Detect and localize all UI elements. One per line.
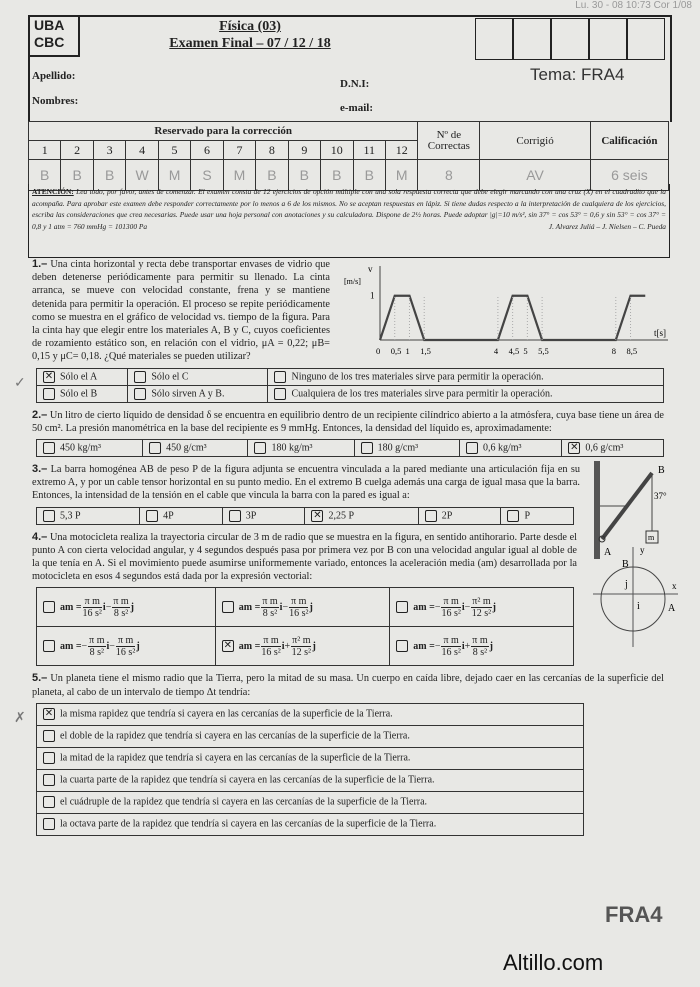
question-text: La barra homogénea AB de peso P de la figura adjunta se encuentra vinculada a la pared mediante una articulación fija en su extremo A, y por un cable tensor horizontal en su punto medio. En el extremo B cuelga además una carga de igual masa que la barra. Entonces, la intensidad de la tensión en el cable que vincula la barra con la pared es igual a:	[32, 464, 581, 502]
option-label: Sólo el A	[60, 370, 98, 382]
correction-title: Reservado para la corrección	[29, 122, 418, 141]
am-vector: am =	[238, 601, 261, 613]
checkbox[interactable]	[43, 818, 55, 830]
denominator: 8 s²	[262, 607, 278, 619]
option-label: 2P	[441, 509, 453, 521]
fraction	[112, 596, 129, 619]
x-tick-label: 0	[376, 346, 381, 356]
answer-option[interactable]	[268, 368, 664, 385]
am-vector: am =	[238, 640, 261, 652]
fraction	[471, 635, 488, 658]
checkbox[interactable]	[361, 442, 373, 454]
question-4-options	[36, 587, 574, 666]
answer-option[interactable]	[354, 440, 459, 457]
checkbox[interactable]	[229, 510, 241, 522]
option-row	[37, 385, 664, 402]
fraction	[471, 596, 491, 619]
x-tick-label: 1,5	[420, 346, 431, 356]
circle-figure	[588, 539, 683, 649]
denominator: 8 s²	[472, 646, 488, 658]
numerator: π m	[113, 595, 129, 607]
denominator: 16 s²	[289, 607, 309, 619]
answer-option[interactable]	[140, 507, 223, 524]
answer-option[interactable]	[222, 507, 305, 524]
correction-mark-cell: B	[93, 160, 125, 191]
correction-mark-cell: M	[223, 160, 255, 191]
checkbox[interactable]	[274, 371, 286, 383]
question-5	[32, 672, 664, 698]
checkbox[interactable]	[507, 510, 519, 522]
option-label: 450 g/cm³	[166, 442, 207, 454]
checkbox[interactable]	[146, 510, 158, 522]
fraction	[116, 635, 135, 658]
option-label: Sólo sirven A y B.	[151, 387, 225, 399]
nombres-field[interactable]: Nombres:	[32, 95, 79, 107]
fraction	[261, 596, 278, 619]
denominator: 16 s²	[82, 607, 102, 619]
option-row	[37, 368, 664, 385]
checkbox[interactable]	[43, 640, 55, 652]
question-1-options-wrap	[14, 368, 668, 403]
answer-option[interactable]	[37, 385, 128, 402]
answer-option[interactable]	[390, 588, 574, 627]
fraction	[83, 596, 102, 619]
tema-label: Tema: FRA4	[530, 65, 625, 84]
subject: Física (03)	[219, 19, 281, 34]
exam-date: Examen Final – 07 / 12 / 18	[169, 36, 331, 51]
x-tick-label: 1	[405, 346, 410, 356]
correction-mark-cell: B	[353, 160, 385, 191]
calificacion-value: 6 seis	[590, 160, 668, 191]
id-box[interactable]	[513, 18, 551, 60]
option-label: Sólo el C	[151, 370, 189, 382]
numerator: π m	[441, 596, 460, 608]
checkbox[interactable]	[149, 442, 161, 454]
option-label: 0,6 kg/m³	[482, 442, 522, 454]
x-tick-label: 4	[493, 346, 499, 356]
question-2-options	[36, 439, 664, 457]
checkbox[interactable]	[134, 371, 146, 383]
answer-option[interactable]	[215, 588, 389, 627]
denominator: 8 s²	[113, 607, 129, 619]
option-label: la octava parte de la rapidez que tendría si cayera en las cercanías de la superficie de la Tierra.	[60, 818, 437, 830]
am-vector: am =	[413, 640, 435, 652]
question-number-cell: 1	[29, 141, 61, 160]
checkbox[interactable]	[43, 774, 55, 786]
option-label: la mitad de la rapidez que tendría si cayera en las cercanías de la superficie de la Tierra.	[60, 752, 411, 764]
numerator: π² m	[472, 595, 491, 607]
option-label: 180 g/cm³	[377, 442, 419, 454]
numerator: π m	[261, 635, 280, 647]
question-4	[32, 531, 577, 584]
x-tick-label: 5,5	[538, 346, 549, 356]
numerator: π m	[472, 634, 488, 646]
am-vector: am =	[60, 640, 82, 652]
option-label: 450 kg/m³	[60, 442, 102, 454]
authors: J. Alvarez Juliá – J. Nielsen – C. Pueda	[548, 221, 666, 231]
y-tick-label: 1	[370, 290, 375, 301]
corrigio-header: Corrigió	[480, 122, 591, 160]
sign: +	[284, 640, 291, 652]
checkbox[interactable]	[43, 730, 55, 742]
denominator: 16 s²	[115, 646, 136, 658]
am-vector: am =	[413, 601, 435, 613]
question-2-options-wrap	[36, 439, 668, 457]
x-label: x	[672, 580, 677, 591]
question-number-cell: 8	[256, 141, 288, 160]
fraction	[441, 635, 460, 658]
correction-mark-cell: W	[126, 160, 158, 191]
question-3-options	[36, 507, 574, 525]
option-label: Ninguno de los tres materiales sirve para permitir la operación.	[291, 370, 544, 382]
unit-vector: j	[489, 640, 493, 652]
option-label: 180 kg/m³	[271, 442, 313, 454]
option-row	[37, 588, 574, 627]
checkbox-checked[interactable]: ✕	[313, 509, 322, 521]
sign: −	[109, 640, 115, 652]
option-label: P	[524, 509, 531, 521]
instructions-label: ATENCIÓN:	[32, 187, 74, 196]
checkbox[interactable]	[222, 601, 234, 613]
answer-option[interactable]	[37, 368, 128, 385]
mass-label: m	[648, 533, 655, 543]
question-4-block	[32, 530, 677, 667]
handwritten-note: Lu. 30 - 08 10:73 Cor 1/08	[575, 0, 692, 11]
option-label: 2,25 P	[328, 509, 355, 521]
denominator: 12 s²	[291, 646, 311, 658]
checkbox[interactable]	[425, 510, 437, 522]
checkbox-checked[interactable]: ✕	[44, 370, 54, 382]
question-number-cell: 3	[93, 141, 125, 160]
option-label: la cuarta parte de la rapidez que tendría si cayera en las cercanías de la superficie de la Tierra.	[60, 774, 435, 786]
unit-j: j	[625, 578, 628, 590]
watermark: Altillo.com	[503, 950, 604, 975]
sign: −	[81, 640, 88, 652]
answer-option[interactable]	[37, 725, 584, 747]
tema-footer: FRA4	[605, 902, 663, 927]
checkbox[interactable]	[396, 601, 408, 613]
correction-mark-cell: B	[29, 160, 61, 191]
unit-vector: j	[312, 640, 316, 652]
checkbox[interactable]	[43, 510, 55, 522]
institution-logo	[28, 15, 80, 57]
answer-option[interactable]	[128, 368, 268, 385]
question-5-options-wrap	[14, 703, 668, 836]
question-text: Una cinta horizontal y recta debe transportar envases de vidrio que deben detenerse periódicamente para permitir su llenado. La cinta arranca, se mueve con velocidad constante, frena y se mantiene detenida para permitir la operación. El proceso se repite periódicamente como se muestra en el gráfico de velocidad vs. tiempo de la figura. Para la cinta hay que elegir entre los materiales A, B y C, cuyos coeficientes de rozamiento estático son, en relación con el vidrio, μA = 0,22; μB= 0,15 y μC= 0,18. ¿Qué materiales se pueden utilizar?	[32, 259, 331, 363]
option-label: Cualquiera de los tres materiales sirve para permitir la operación.	[291, 387, 553, 399]
numerator: π m	[289, 596, 308, 608]
id-box[interactable]	[475, 18, 513, 60]
checkbox[interactable]	[274, 388, 286, 400]
answer-option[interactable]	[143, 440, 248, 457]
question-number: 4.–	[32, 530, 48, 543]
question-1	[32, 258, 330, 364]
numerator: π m	[441, 635, 460, 647]
am-vector: am =	[60, 601, 82, 613]
unit-vector: i	[281, 640, 285, 652]
correction-table	[28, 121, 669, 191]
point-b: B	[622, 558, 629, 570]
checkbox[interactable]	[134, 388, 146, 400]
label-b: B	[658, 465, 665, 477]
answer-option[interactable]	[37, 507, 140, 524]
answer-option[interactable]	[215, 627, 389, 666]
correction-mark-cell: B	[321, 160, 353, 191]
question-text: Un planeta tiene el mismo radio que la Tierra, pero la mitad de su masa. Un cuerpo en caída libre, dejado caer en las cercanías de la superficie del planeta, al cabo de un intervalo de tiempo Δt tendría:	[32, 673, 664, 698]
y-label: y	[640, 544, 645, 555]
angle-label: 37°	[654, 491, 667, 502]
option-row	[37, 507, 574, 524]
label-a: A	[604, 547, 612, 559]
calificacion-header: Calificación	[590, 122, 668, 160]
x-tick-label: 8	[611, 346, 617, 356]
x-tick-label: 5	[523, 346, 528, 356]
checkbox[interactable]	[43, 752, 55, 764]
question-number-cell: 6	[191, 141, 223, 160]
option-label: Sólo el B	[60, 387, 98, 399]
question-text: Un litro de cierto líquido de densidad δ se encuentra en equilibrio dentro de un recipiente cilíndrico abierto a la atmósfera, cuya base tiene un área de 50 cm². La presión manométrica en la base del recipiente es 9 mmHg. Entonces, la densidad del líquido es, aproximadamente:	[32, 409, 665, 434]
question-number-cell: 11	[353, 141, 385, 160]
x-tick-label: 8,5	[626, 346, 638, 356]
instructions	[28, 184, 670, 258]
instructions-text: Lea todo, por favor, antes de comenzar. El examen consta de 12 ejercicios de opción múltiple con una sola respuesta correcta que debe elegir marcando con una cruz (X) en el cuadradito que la acompaña. Para aprobar este examen debe responder correctamente por lo menos a 6 de los mismos. No se aceptan respuestas en lápiz. Si tiene dudas respecto a la interpretación de cualquiera de los ejercicios, escriba las consideraciones que crea necesarias. Puede usar una hoja personal con anotaciones y su calculadora. Dispone de 2½ horas. Puede adoptar |g|=10 m/s², sin 37° = cos 53° = 0,6 y sin 53° = cos 37° = 0,8 y 1 atm = 760 mmHg = 101300 Pa	[32, 187, 666, 231]
checkbox-checked[interactable]: ✕	[570, 442, 579, 454]
numerator: π m	[89, 634, 105, 646]
answer-option[interactable]	[37, 813, 584, 835]
check-mark: ✓	[14, 373, 26, 390]
x-tick-label: 0,5	[390, 346, 402, 356]
fraction	[261, 635, 280, 658]
checkbox[interactable]	[466, 442, 478, 454]
option-row	[37, 725, 584, 747]
answer-option[interactable]	[390, 627, 574, 666]
denominator: 8 s²	[89, 646, 105, 658]
unit-vector: i	[102, 601, 106, 613]
unit-vector: i	[461, 601, 465, 613]
unit-i: i	[637, 600, 640, 612]
question-number-cell: 9	[288, 141, 320, 160]
question-4-options-wrap	[36, 587, 668, 666]
question-number-cell: 7	[223, 141, 255, 160]
option-label: el cuádruple de la rapidez que tendría si cayera en las cercanías de la superficie de la Tierra.	[60, 796, 428, 808]
correctas-value: 8	[418, 160, 480, 191]
option-label: 3P	[245, 509, 257, 521]
option-label: el doble de la rapidez que tendría si cayera en las cercanías de la superficie de la Tierra.	[60, 730, 410, 742]
answer-option[interactable]	[37, 627, 216, 666]
option-row	[37, 813, 584, 835]
option-row	[37, 440, 664, 457]
numerator: π m	[83, 596, 102, 608]
question-number-cell: 4	[126, 141, 158, 160]
sign: +	[464, 640, 471, 652]
checkbox-checked[interactable]: ✕	[44, 708, 54, 720]
numerator: π² m	[292, 634, 311, 646]
fraction	[441, 596, 460, 619]
fraction	[88, 635, 105, 658]
question-number: 5.–	[32, 672, 48, 685]
velocity-time-graph	[340, 262, 670, 358]
correction-mark-cell: S	[191, 160, 223, 191]
denominator: 16 s²	[261, 646, 281, 658]
corrigio-value: AV	[480, 160, 591, 191]
correction-mark-cell: B	[256, 160, 288, 191]
unit-vector: j	[136, 640, 140, 652]
question-number: 1.–	[32, 258, 48, 270]
answer-option[interactable]	[418, 507, 501, 524]
unit-vector: j	[130, 601, 135, 613]
sign: −	[105, 601, 112, 613]
sign: −	[434, 640, 441, 652]
question-number-cell: 2	[61, 141, 93, 160]
option-label: 0,6 g/cm³	[585, 442, 624, 454]
id-box[interactable]	[627, 18, 665, 60]
answer-option[interactable]	[562, 440, 664, 457]
cross-mark: ✗	[14, 708, 26, 725]
sign: −	[434, 601, 441, 613]
exam-title	[150, 18, 350, 52]
denominator: 16 s²	[441, 607, 461, 619]
question-number: 3.–	[32, 463, 48, 476]
option-row	[37, 627, 574, 666]
answer-option[interactable]	[37, 703, 584, 725]
answer-option[interactable]	[37, 440, 143, 457]
answer-option[interactable]	[248, 440, 354, 457]
option-row	[37, 769, 584, 791]
answer-option[interactable]	[37, 747, 584, 769]
denominator: 16 s²	[441, 646, 461, 658]
answer-option[interactable]	[37, 791, 584, 813]
checkbox[interactable]	[43, 796, 55, 808]
answer-option[interactable]	[501, 507, 574, 524]
denominator: 12 s²	[471, 607, 492, 619]
question-number-cell: 12	[385, 141, 417, 160]
checkbox[interactable]	[43, 388, 55, 400]
checkbox-checked[interactable]: ✕	[223, 640, 232, 652]
option-label: 4P	[163, 509, 174, 521]
x-tick-label: 4,5	[508, 346, 520, 356]
fraction	[291, 635, 311, 658]
checkbox[interactable]	[43, 601, 55, 613]
question-number-cell: 5	[158, 141, 190, 160]
question-2	[32, 409, 664, 435]
y-axis-unit: [m/s]	[344, 277, 361, 286]
question-3-options-wrap	[36, 507, 668, 525]
unit-vector: i	[461, 640, 465, 652]
unit-vector: i	[279, 601, 283, 613]
question-1-options	[36, 368, 664, 403]
option-row	[37, 791, 584, 813]
dni-field[interactable]: D.N.I:	[340, 78, 370, 90]
unit-vector: j	[492, 601, 496, 613]
answer-option[interactable]	[37, 588, 216, 627]
correctas-header: Nº de Correctas	[418, 122, 480, 160]
correction-mark-cell: M	[385, 160, 417, 191]
point-a: A	[668, 602, 676, 614]
unit-vector: i	[106, 640, 110, 652]
correction-mark-cell: M	[158, 160, 190, 191]
apellido-field[interactable]: Apellido:	[32, 70, 76, 82]
correction-mark-cell: B	[61, 160, 93, 191]
numerator: π m	[116, 635, 135, 647]
question-number: 2.–	[32, 408, 48, 421]
email-field[interactable]: e-mail:	[340, 102, 373, 114]
question-5-options	[36, 703, 584, 836]
answer-option[interactable]	[128, 385, 268, 402]
y-axis-label: v	[368, 264, 373, 274]
correction-mark-cell: B	[288, 160, 320, 191]
option-row	[37, 703, 584, 725]
answer-option[interactable]	[37, 769, 584, 791]
uba-label: UBA	[34, 17, 65, 33]
question-text: Una motocicleta realiza la trayectoria circular de 3 m de radio que se muestra en la figura, en sentido antihorario. Parte desde el punto A con cierta velocidad angular, y 4 segundos después pasa por primera vez por B con una velocidad angular igual al doble de la que tenía en A. Si el movimiento puede asumirse uniformemente variado, entonces la aceleración media (am) desarrollada por la motocicleta en esos 4 segundos está dada por la expresión vectorial:	[32, 531, 578, 583]
numerator: π m	[262, 595, 278, 607]
option-label: 5,3 P	[60, 509, 81, 521]
unit-vector: j	[309, 601, 313, 613]
id-box[interactable]	[551, 18, 589, 60]
id-box[interactable]	[589, 18, 627, 60]
answer-option[interactable]	[268, 385, 664, 402]
question-3	[32, 463, 580, 503]
sign: −	[464, 601, 471, 613]
question-number-cell: 10	[321, 141, 353, 160]
checkbox[interactable]	[43, 442, 55, 454]
x-axis-label: t[s]	[654, 328, 666, 338]
fraction	[289, 596, 308, 619]
option-row	[37, 747, 584, 769]
answer-option[interactable]	[305, 507, 418, 524]
answer-option[interactable]	[459, 440, 561, 457]
sign: −	[282, 601, 289, 613]
checkbox[interactable]	[396, 640, 408, 652]
checkbox[interactable]	[254, 442, 266, 454]
option-label: la misma rapidez que tendría si cayera en las cercanías de la superficie de la Tierra.	[60, 708, 393, 720]
cbc-label: CBC	[34, 34, 65, 50]
